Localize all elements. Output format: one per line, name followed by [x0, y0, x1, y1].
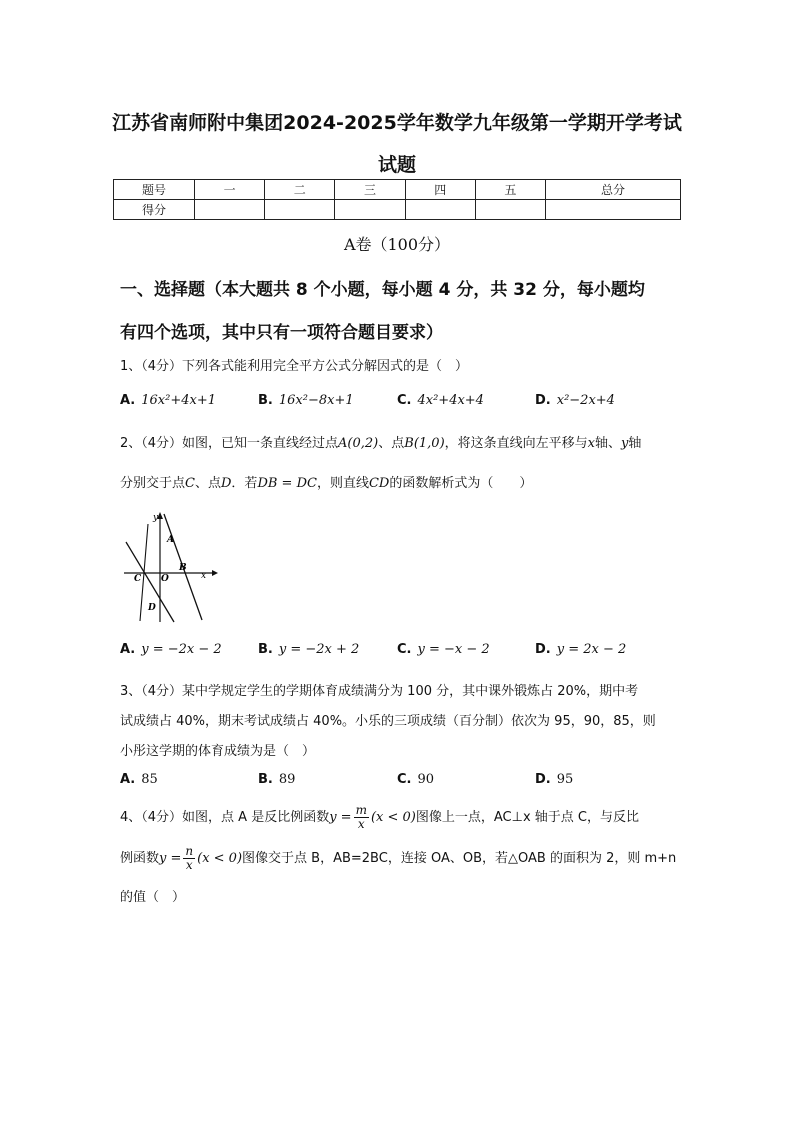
score-table-cell: 总分: [546, 180, 681, 200]
q4-text: 4、（4分）如图，点 A 是反比例函数: [120, 810, 330, 825]
x-axis-arrow-icon: [212, 570, 218, 576]
q2-line-cd: CD: [368, 476, 390, 491]
q3-option-b[interactable]: [258, 772, 295, 787]
option-label: A.: [120, 772, 136, 787]
q2-y-var: y: [621, 436, 629, 451]
q1-option-a[interactable]: [120, 393, 216, 408]
option-expr: y = −2x + 2: [278, 642, 360, 657]
q3-stem-line2: 试成绩占 40%，期末考试成绩占 40%。小乐的三项成绩（百分制）依次为 95，90，85，则: [120, 714, 656, 729]
option-label: B.: [258, 642, 273, 657]
section1-heading-line1: 一、选择题（本大题共 8 个小题，每小题 4 分，共 32 分，每小题均: [120, 280, 645, 300]
score-table-cell: 题号: [114, 180, 195, 200]
score-input-cell[interactable]: [475, 200, 545, 220]
score-table-cell: 四: [405, 180, 475, 200]
option-label: A.: [120, 393, 136, 408]
q3-option-a[interactable]: [120, 772, 158, 787]
q4-text: 图像交于点 B，AB=2BC，连接 OA、OB，若△OAB 的面积为 2，则 m+n: [242, 851, 677, 866]
option-expr: 89: [278, 772, 296, 787]
q1-stem: 1、（4分）下列各式能利用完全平方公式分解因式的是（ ）: [120, 359, 469, 374]
option-expr: y = −2x − 2: [141, 642, 222, 657]
option-expr: x²−2x+4: [556, 393, 615, 408]
score-table-score-row: [114, 200, 681, 220]
score-input-cell[interactable]: [265, 200, 335, 220]
q4-f1-lhs: y =: [329, 810, 352, 825]
q4-f1-fraction: [354, 804, 369, 831]
q2-option-c[interactable]: [397, 642, 490, 657]
fig-label-o: O: [161, 574, 169, 584]
score-table-header-row: [114, 180, 681, 200]
q4-f2-fraction: [183, 845, 195, 872]
q4-text: 图像上一点，AC⊥x 轴于点 C，与反比: [415, 810, 639, 825]
q4-f2-denominator: x: [185, 858, 193, 872]
fig-label-d: D: [148, 603, 156, 613]
q2-text: 分别交于点: [120, 476, 186, 491]
option-label: B.: [258, 772, 273, 787]
q4-stem-line1: [120, 804, 639, 831]
score-input-cell[interactable]: [546, 200, 681, 220]
option-label: C.: [397, 642, 412, 657]
option-label: C.: [397, 393, 412, 408]
score-table-cell: 五: [475, 180, 545, 200]
q2-point-c: C: [185, 476, 195, 491]
q2-stem-line1: [120, 432, 641, 451]
q2-text: ．若: [231, 476, 258, 491]
q2-text: 的函数解析式为（ ）: [389, 476, 533, 491]
document-title-line2: 试题: [377, 154, 416, 176]
option-label: C.: [397, 772, 412, 787]
score-table-cell: 得分: [114, 200, 195, 220]
q3-option-c[interactable]: [397, 772, 434, 787]
q2-text: 轴: [628, 436, 642, 451]
score-table-cell: 二: [265, 180, 335, 200]
q2-text: 、点: [378, 436, 405, 451]
q2-text: 轴、: [595, 436, 622, 451]
score-table: [113, 179, 681, 220]
option-label: D.: [535, 642, 551, 657]
q2-point-d: D: [220, 476, 232, 491]
q2-text: 、点: [194, 476, 221, 491]
q4-stem-line3: 的值（ ）: [120, 890, 186, 905]
q4-f2-lhs: y =: [159, 851, 182, 866]
section-subhead: A卷（100分）: [343, 235, 451, 254]
option-label: D.: [535, 393, 551, 408]
q2-x-var: x: [587, 436, 596, 451]
option-expr: y = −x − 2: [417, 642, 490, 657]
option-label: A.: [120, 642, 136, 657]
score-table-cell: 三: [335, 180, 405, 200]
option-expr: 95: [556, 772, 574, 787]
q2-figure: [120, 510, 220, 625]
q2-text: ，则直线: [316, 476, 369, 491]
q4-f2-condition: (x < 0): [197, 851, 243, 866]
q2-text: ，将这条直线向左平移与: [444, 436, 588, 451]
section1-heading-line2: 有四个选项，其中只有一项符合题目要求）: [120, 323, 443, 343]
score-input-cell[interactable]: [405, 200, 475, 220]
q1-option-d[interactable]: [535, 393, 615, 408]
option-expr: 16x²−8x+1: [278, 393, 354, 408]
q1-option-c[interactable]: [397, 393, 484, 408]
q4-f1-numerator: m: [355, 803, 367, 817]
q2-text: 2、（4分）如图，已知一条直线经过点: [120, 436, 339, 451]
document-title-line1: 江苏省南师附中集团2024-2025学年数学九年级第一学期开学考试: [112, 112, 682, 134]
q4-f1-denominator: x: [357, 817, 365, 831]
option-expr: 16x²+4x+1: [141, 393, 216, 408]
q4-text: 例函数: [120, 851, 160, 866]
q1-option-b[interactable]: [258, 393, 354, 408]
q3-stem-line3: 小彤这学期的体育成绩为是（ ）: [120, 744, 316, 759]
fig-label-c: C: [134, 574, 142, 584]
q2-stem-line2: [120, 472, 532, 491]
score-input-cell[interactable]: [335, 200, 405, 220]
q2-option-d[interactable]: [535, 642, 626, 657]
fig-label-y: y: [153, 513, 159, 523]
option-expr: y = 2x − 2: [556, 642, 627, 657]
q2-point-b: B(1,0): [404, 436, 445, 451]
q4-f2-numerator: n: [185, 844, 194, 858]
fig-label-b: B: [179, 563, 187, 573]
fig-label-x: x: [201, 571, 207, 581]
option-expr: 85: [141, 772, 158, 787]
fig-label-a: A: [167, 535, 174, 545]
q4-f1-condition: (x < 0): [370, 810, 416, 825]
option-label: B.: [258, 393, 273, 408]
q3-option-d[interactable]: [535, 772, 573, 787]
option-expr: 4x²+4x+4: [417, 393, 484, 408]
option-label: D.: [535, 772, 551, 787]
q2-option-a[interactable]: [120, 642, 222, 657]
option-expr: 90: [417, 772, 435, 787]
q3-stem-line1: 3、（4分）某中学规定学生的学期体育成绩满分为 100 分，其中课外锻炼占 20%，期中考: [120, 684, 639, 699]
q2-point-a: A(0,2): [338, 436, 379, 451]
q2-option-b[interactable]: [258, 642, 359, 657]
score-input-cell[interactable]: [195, 200, 265, 220]
score-table-cell: 一: [195, 180, 265, 200]
q2-condition: DB = DC: [257, 476, 317, 491]
q4-stem-line2: [120, 845, 676, 872]
